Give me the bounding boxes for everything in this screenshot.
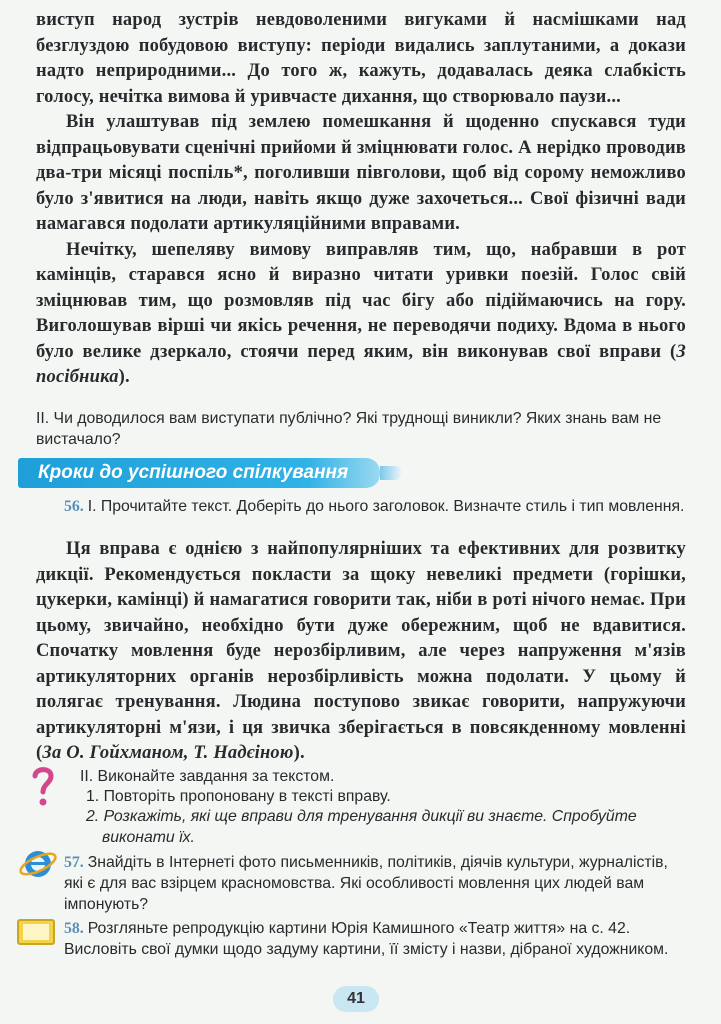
source-citation: З посібника xyxy=(36,341,686,387)
question-ii: II. Чи доводилося вам виступати публічно? Які труднощі виникли? Яких знань вам не вистачало? xyxy=(36,410,662,448)
paragraph-3: Нечітку, шепеляву вимову виправляв тим, що, набравши в рот камінців, старався ясно й виразно читати уривки поезій. Голос свій зміцнював тим, що розмовляв під час бігу або підіймаючись на гору. Виголошував вірші чи якісь речення, не переводячи подиху. Вдома в нього було велике дзеркало, стоячи перед яким, він виконував свої вправи (З посібника). xyxy=(36,239,686,387)
task-57-number: 57. xyxy=(64,854,84,871)
top-paragraphs xyxy=(36,8,686,391)
question-mark-icon xyxy=(30,764,56,808)
internet-explorer-icon xyxy=(18,846,58,882)
section-banner: Кроки до успішного спілкування xyxy=(18,458,380,488)
paragraph-top: виступ народ зустрів невдоволеними вигуками й насмішками над безглуздою побудовою виступу: періоди видались заплутаними, а докази надто неприродними... До того ж, кажуть, додавалась деяка слабкість голосу, нечітка вимова й уривчасте дихання, що створювало паузи... xyxy=(36,10,686,107)
task-56-text: I. Прочитайте текст. Доберіть до нього заголовок. Визначте стиль і тип мовлення. xyxy=(87,498,685,515)
task-58-number: 58. xyxy=(64,920,84,937)
task-56-ii-2: 2. Розкажіть, які ще вправи для тренування дикції ви знаєте. Спробуйте виконати їх. xyxy=(86,808,637,846)
task-58-text: Розгляньте репродукцію картини Юрія Камишного «Театр життя» на с. 42. Висловіть свої думки щодо задуму картини, її змісту і назви, дібраної художником. xyxy=(64,920,669,958)
task-58 xyxy=(64,918,686,960)
task-57 xyxy=(64,852,686,915)
page-number: 41 xyxy=(333,986,379,1012)
task-57-text: Знайдіть в Інтернеті фото письменників, політиків, діячів культури, журналістів, які є для вас взірцем красномовства. Які особливості мовлення цих людей вам імпонують? xyxy=(64,854,668,913)
paragraph-2: Він улаштував під землею помешкання й щоденно спускався туди відпрацьовувати сценічні прийоми й зміцнювати голос. А нерідко проводив два-три місяці поспіль*, поголивши півголови, щоб від сорому неможливо було з'явитися на люди, навіть якщо дуже захочеться... Свої фізичні вади намагався подолати артикуляційними вправами. xyxy=(36,112,686,234)
task-56-number: 56. xyxy=(64,498,84,515)
banner-tail xyxy=(380,466,402,480)
painting-frame-icon xyxy=(16,918,56,946)
task-56-ii-1: 1. Повторіть пропоновану в тексті вправу. xyxy=(86,788,391,805)
task-56 xyxy=(64,496,686,517)
text-56-source: За О. Гойхманом, Т. Надєіною xyxy=(42,743,294,763)
task-56-ii: II. Виконайте завдання за текстом. xyxy=(80,768,335,785)
text-56: Ця вправа є однією з найпопулярніших та ефективних для розвитку дикції. Рекомендується покласти за щоку невеликі предмети (горішки, цукерки, камінці) й намагатися говорити так, ніби в роті нічого немає. При цьому, звичайно, необхідно бути дуже обережним, щоб не вдавитися. Спочатку мовлення буде нерозбірливим, але через напруження м'язів артикуляторних органів нерозбірливість можна подолати. У цьому й полягає тренування. Людина поступово звикає говорити, напружуючи артикуляторні м'язи, і ця звичка зберігається в повсякденному мовленні (За О. Гойхманом, Т. Надєіною). xyxy=(36,539,686,763)
exercise-text xyxy=(36,537,686,767)
